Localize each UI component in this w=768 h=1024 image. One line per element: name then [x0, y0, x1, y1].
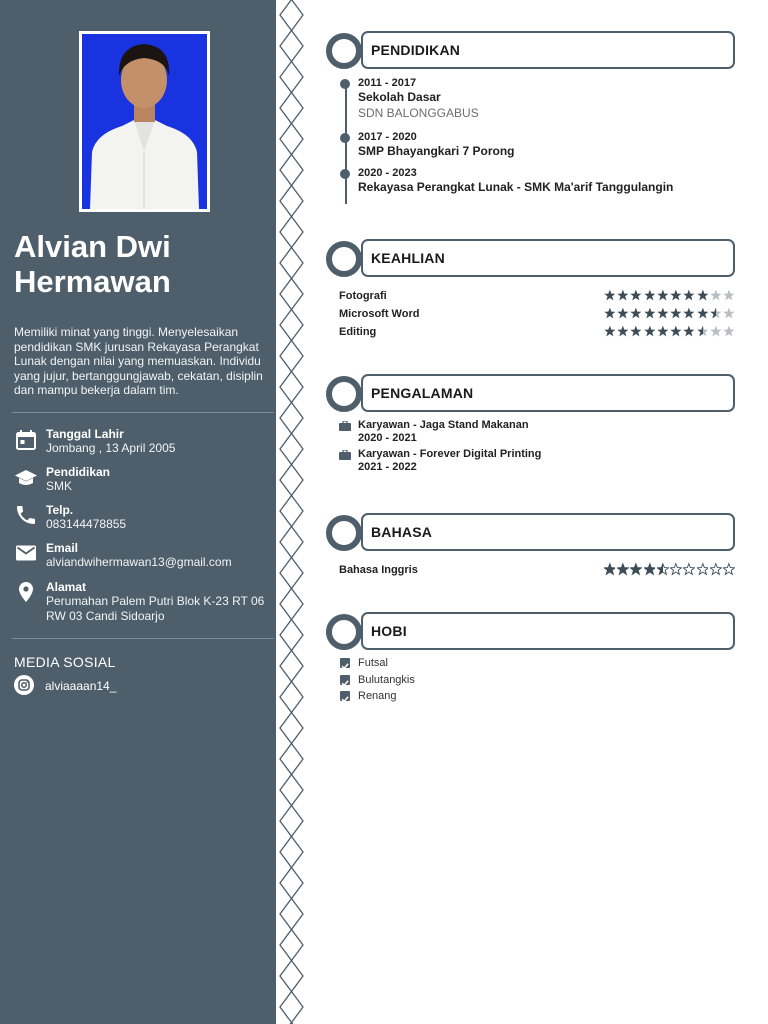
graduation-cap-icon [14, 466, 38, 490]
skill-rating [604, 306, 735, 320]
star-icon [657, 324, 669, 338]
star-icon [630, 306, 642, 320]
section-title: KEAHLIAN [371, 250, 445, 266]
experience-item [339, 448, 739, 476]
location-pin-icon [14, 580, 38, 604]
diamond-shape [280, 217, 303, 248]
section-title: PENGALAMAN [371, 385, 474, 401]
diamond-shape [280, 930, 303, 961]
diamond-shape [280, 31, 303, 62]
star-icon [697, 288, 709, 302]
briefcase-icon [339, 450, 351, 460]
diamond-shape [280, 558, 303, 589]
skill-row [339, 308, 735, 324]
section-ring-icon [326, 241, 362, 277]
diamond-shape [280, 93, 303, 124]
education-school: SMP Bhayangkari 7 Porong [358, 144, 515, 158]
phone-icon [14, 503, 38, 527]
email-icon [14, 541, 38, 565]
star-icon [697, 324, 709, 338]
star-icon [723, 324, 735, 338]
experience-role: Karyawan - Jaga Stand Makanan [358, 419, 529, 431]
star-icon [670, 562, 682, 576]
section-title: HOBI [371, 623, 407, 639]
star-icon [710, 324, 722, 338]
diamond-shape [280, 589, 303, 620]
diamond-shape [280, 341, 303, 372]
section-ring-icon [326, 376, 362, 412]
contact-label: Alamat [46, 580, 87, 594]
briefcase-icon [339, 421, 351, 431]
education-years: 2011 - 2017 [358, 77, 417, 89]
star-icon [683, 562, 695, 576]
language-row [339, 564, 735, 580]
diamond-shape [280, 403, 303, 434]
star-icon [697, 306, 709, 320]
diamond-shape [280, 806, 303, 837]
social-title: MEDIA SOSIAL [14, 654, 116, 670]
social-instagram[interactable] [14, 675, 264, 697]
diamond-shape [280, 248, 303, 279]
diamond-shape [280, 899, 303, 930]
star-icon [710, 306, 722, 320]
star-icon [697, 562, 709, 576]
profile-summary: Memiliki minat yang tinggi. Menyelesaikan pendidikan SMK jurusan Rekayasa Perangkat Lunak dengan nilai yang memuaskan. Individu yang jujur, bertanggungjawab, cekatan, disiplin dan mampu bekerja dalam tim. [14, 325, 263, 398]
diamond-shape [280, 310, 303, 341]
star-icon [657, 562, 669, 576]
star-icon [617, 288, 629, 302]
diamond-shape [280, 868, 303, 899]
diamond-chain-decoration [276, 0, 308, 1024]
star-icon [723, 288, 735, 302]
experience-item [339, 419, 739, 447]
star-icon [617, 306, 629, 320]
diamond-shape [280, 837, 303, 868]
diamond-shape [280, 124, 303, 155]
checkbox-checked-icon [340, 658, 350, 668]
sidebar-divider [12, 412, 274, 413]
contact-value: Jombang , 13 April 2005 [46, 441, 176, 455]
star-icon [683, 324, 695, 338]
diamond-shape [280, 372, 303, 403]
star-icon [604, 288, 616, 302]
star-icon [617, 562, 629, 576]
section-ring-icon [326, 33, 362, 69]
diamond-shape [280, 682, 303, 713]
hobby-label: Bulutangkis [358, 674, 415, 686]
skill-name: Microsoft Word [339, 308, 420, 320]
star-icon [710, 562, 722, 576]
calendar-icon [14, 428, 38, 452]
education-school: Rekayasa Perangkat Lunak - SMK Ma'arif Tanggulangin [358, 180, 674, 194]
contact-label: Tanggal Lahir [46, 427, 124, 441]
section-header-education [326, 31, 736, 71]
star-icon [683, 306, 695, 320]
star-icon [604, 306, 616, 320]
diamond-shape [280, 155, 303, 186]
diamond-shape [280, 744, 303, 775]
diamond-shape [280, 713, 303, 744]
education-school: Sekolah Dasar [358, 90, 441, 104]
section-header-experience [326, 374, 736, 414]
profile-photo [79, 31, 210, 212]
education-detail: SDN BALONGGABUS [358, 106, 479, 120]
section-header-languages [326, 513, 736, 553]
star-icon [723, 306, 735, 320]
star-icon [630, 562, 642, 576]
star-icon [630, 288, 642, 302]
star-icon [644, 324, 656, 338]
diamond-shape [280, 434, 303, 465]
checkbox-checked-icon [340, 691, 350, 701]
timeline-dot [340, 169, 350, 179]
contact-label: Pendidikan [46, 465, 111, 479]
star-icon [644, 288, 656, 302]
diamond-shape [280, 620, 303, 651]
star-icon [657, 288, 669, 302]
sidebar [0, 0, 276, 1024]
section-ring-icon [326, 614, 362, 650]
star-icon [670, 288, 682, 302]
sidebar-divider [12, 638, 274, 639]
star-icon [644, 562, 656, 576]
star-icon [644, 306, 656, 320]
hobby-label: Futsal [358, 657, 388, 669]
star-icon [670, 306, 682, 320]
star-icon [617, 324, 629, 338]
diamond-shape [280, 279, 303, 310]
contact-value: alviandwihermawan13@gmail.com [46, 555, 232, 569]
contact-value: Perumahan Palem Putri Blok K-23 RT 06 RW 03 Candi Sidoarjo [46, 594, 265, 623]
contact-label: Telp. [46, 503, 74, 517]
timeline-dot [340, 133, 350, 143]
experience-role: Karyawan - Forever Digital Printing [358, 448, 542, 460]
star-icon [630, 324, 642, 338]
section-title: BAHASA [371, 524, 433, 540]
social-handle[interactable]: alviaaaan14_ [45, 679, 117, 693]
star-icon [604, 324, 616, 338]
hobby-item [339, 690, 539, 704]
section-header-hobbies [326, 612, 736, 652]
star-icon [604, 562, 616, 576]
profile-name: Alvian Dwi Hermawan [14, 229, 171, 299]
star-icon [670, 324, 682, 338]
checkbox-checked-icon [340, 675, 350, 685]
diamond-shape [280, 992, 303, 1023]
contact-value: 083144478855 [46, 517, 127, 531]
contact-value: SMK [46, 479, 73, 493]
diamond-shape [280, 62, 303, 93]
experience-period: 2020 - 2021 [358, 432, 417, 444]
star-icon [723, 562, 735, 576]
skill-name: Editing [339, 326, 377, 338]
timeline-dot [340, 79, 350, 89]
diamond-shape [280, 527, 303, 558]
skill-row [339, 290, 735, 306]
language-name: Bahasa Inggris [339, 564, 418, 576]
diamond-shape [280, 465, 303, 496]
contact-label: Email [46, 541, 79, 555]
section-header-bar [361, 612, 735, 650]
instagram-icon [14, 675, 34, 695]
diamond-shape [280, 961, 303, 992]
hobby-item [339, 674, 539, 688]
section-header-skills [326, 239, 736, 279]
skill-name: Fotografi [339, 290, 387, 302]
skill-rating [604, 324, 735, 338]
education-years: 2020 - 2023 [358, 167, 417, 179]
diamond-shape [280, 496, 303, 527]
diamond-shape [280, 651, 303, 682]
star-icon [657, 306, 669, 320]
education-years: 2017 - 2020 [358, 131, 417, 143]
skill-row [339, 326, 735, 342]
skill-rating [604, 288, 735, 302]
language-rating [604, 562, 735, 576]
section-ring-icon [326, 515, 362, 551]
star-icon [683, 288, 695, 302]
hobby-item [339, 657, 539, 671]
diamond-shape [280, 186, 303, 217]
hobby-label: Renang [358, 690, 397, 702]
star-icon [710, 288, 722, 302]
experience-period: 2021 - 2022 [358, 461, 417, 473]
diamond-shape [280, 0, 303, 31]
diamond-shape [280, 775, 303, 806]
section-title: PENDIDIKAN [371, 42, 461, 58]
